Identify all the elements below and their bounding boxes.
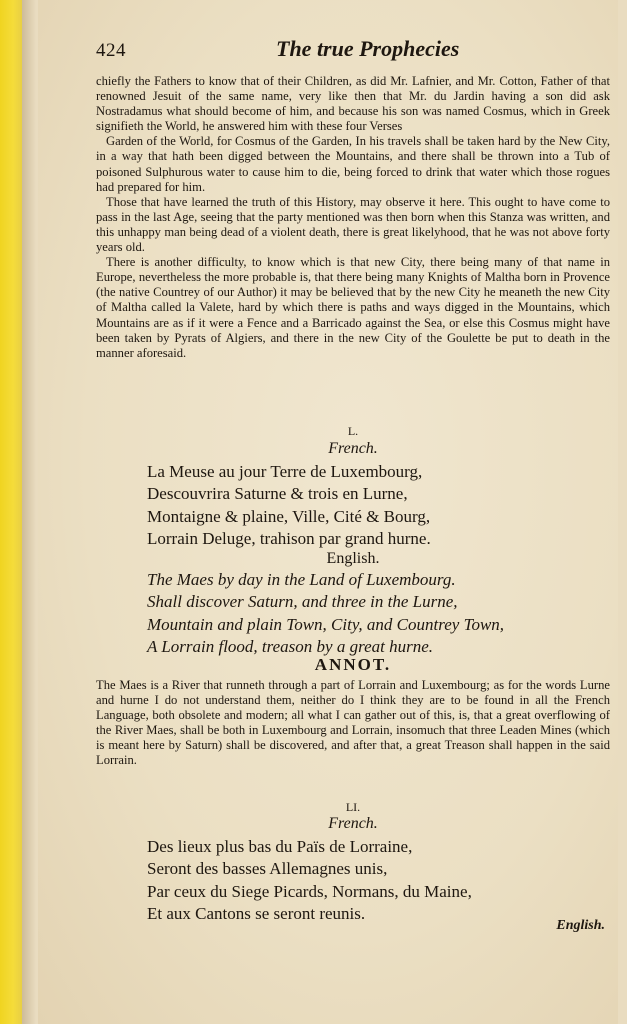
french-verse bbox=[147, 461, 607, 550]
gutter-shadow bbox=[22, 0, 36, 1024]
verse-line: Montaigne & plaine, Ville, Cité & Bourg, bbox=[147, 506, 431, 526]
annotation-title: ANNOT. bbox=[314, 655, 392, 674]
verse-line: Et aux Cantons se seront reunis. bbox=[147, 903, 366, 923]
page-header bbox=[96, 38, 608, 64]
verse-line: Mountain and plain Town, City, and Countrey Town, bbox=[147, 614, 505, 634]
verse-line: A Lorrain flood, treason by a great hurne. bbox=[147, 636, 434, 656]
verse-line: Lorrain Deluge, trahison par grand hurne. bbox=[147, 528, 431, 548]
paragraph: chiefly the Fathers to know that of their Children, as did Mr. Lafnier, and Mr. Cotton, Father of that renowned Jesuit of the same name, very like then that Mr. du Jardin having a son did ask Nostradamus what should become of him, and because his son was named Cosmus, which in Greek signifieth the World, he answered him with these four Verses bbox=[96, 74, 610, 134]
running-head: The true Prophecies bbox=[276, 36, 460, 61]
verse-line: Des lieux plus bas du Païs de Lorraine, bbox=[147, 837, 413, 856]
stanza-number: LI. bbox=[345, 800, 361, 814]
verse-line: The Maes by day in the Land of Luxembourg. bbox=[147, 570, 456, 589]
book-spine-edge bbox=[0, 0, 22, 1024]
catchword: English. bbox=[556, 918, 605, 933]
verse-line: Seront des basses Allemagnes unis, bbox=[147, 859, 388, 879]
paragraph: Garden of the World, for Cosmus of the Garden, In his travels shall be taken hard by the New City, in a way that hath been digged between the Mountains, and there shall be thrown into a Tub of poisoned Sulphurous water to cause him to die, being forced to drink that water which those rogues had prepared for him. bbox=[96, 134, 610, 194]
french-heading: French. bbox=[328, 440, 378, 457]
paragraph: Those that have learned the truth of this History, may observe it here. This ought to have come to pass in the last Age, seeing that the party mentioned was then born when this Stanza was written, and this unhappy man being dead of a violent death, there is great likelyhood, that he was not above forty years old. bbox=[96, 194, 610, 255]
english-heading: English. bbox=[326, 550, 380, 567]
verse-line: Shall discover Saturn, and three in the Lurne, bbox=[147, 592, 458, 612]
verse-line: La Meuse au jour Terre de Luxembourg, bbox=[147, 462, 423, 481]
paragraph: There is another difficulty, to know which is that new City, there being many of that name in Europe, nevertheless the more probable is, that there being many Knights of Maltha born in Provence (the native Countrey of our Author) it may be believed that by the new City he meaneth the new City of Maltha called la Valete, hard by which there is paths and ways digged in the Mountains, which Mountains are as if it were a Fence and a Barricado against the Sea, or else this Cosmus might have been taken by Pyrats of Algiers, and there in the new City of the Goulette be put to death in the manner aforesaid. bbox=[96, 255, 610, 360]
french-verse bbox=[147, 836, 607, 925]
stanza-number: L. bbox=[347, 424, 359, 438]
english-verse bbox=[147, 569, 607, 658]
paragraph: The Maes is a River that runneth through a part of Lorrain and Luxembourg; as for the words Lurne and hurne I do not understand them, neither do I think they are to be found in all the French Language, both obsolete and modern; all what I can gather out of this, is, that a great overflowing of the River Maes, shall be both in Luxembourg and Lorrain, insomuch that three Leaden Mines (which is meant here by Saturn) shall be discovered, and after that, a great Treason shall happen in the said Lorrain. bbox=[96, 678, 610, 768]
annotation-text bbox=[96, 678, 610, 769]
verse-line: Descouvrira Saturne & trois en Lurne, bbox=[147, 484, 408, 504]
verse-line: Par ceux du Siege Picards, Normans, du Maine, bbox=[147, 881, 472, 901]
page-number: 424 bbox=[96, 40, 126, 61]
french-heading: French. bbox=[328, 815, 378, 832]
body-text bbox=[96, 74, 610, 361]
